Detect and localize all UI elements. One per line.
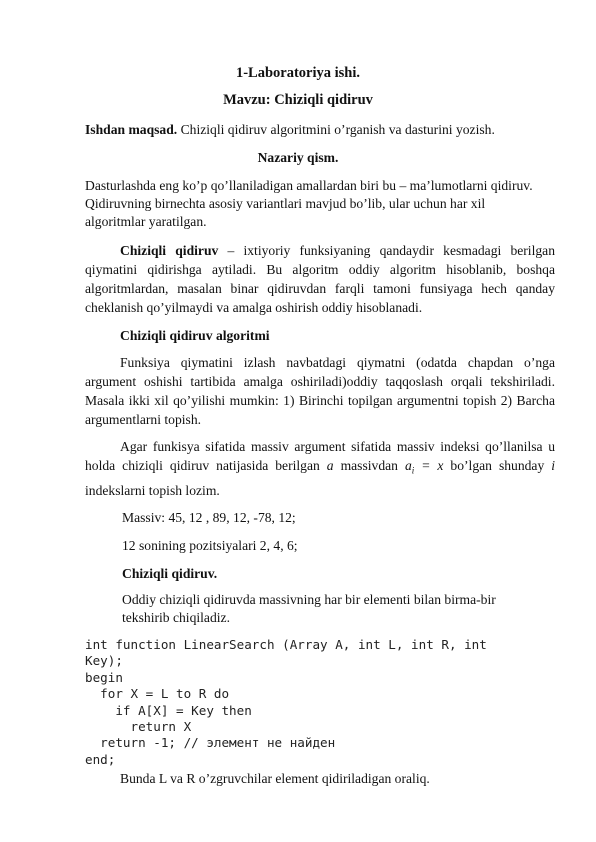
aim-line <box>85 121 495 138</box>
aim-text: Chiziqli qidiruv algoritmini o’rganish va dasturini yozish. <box>177 122 495 137</box>
code-line: return -1; // элемент не найден <box>85 735 336 751</box>
paragraph-algorithm: Funksiya qiymatini izlash navbatdagi qiymatni (odatda chapdan o’nga argument oshishi tartibida amalga oshiriladi)oddiy taqqoslash orqali tekshiriladi. Masala ikki xil qo’yilishi mumkin: 1) Birinchi topilgan argumentni topish 2) Barcha argumentlarni topish. <box>85 355 555 427</box>
definition-term: Chiziqli qidiruv <box>120 243 219 258</box>
paragraph-array-search: Agar funkisya sifatida massiv argument sifatida massiv indeksi qo’llanilsa u holda chiziqli qidiruv natijasida berilgan a massivdan $a_i = x$ bo’lgan shunday i indekslarni topish lozim. <box>85 439 556 498</box>
code-line: begin <box>85 669 123 685</box>
code-line: int function LinearSearch (Array A, int L, int R, int <box>85 637 487 652</box>
code-line: return X <box>85 719 192 735</box>
code-block <box>85 637 487 768</box>
math-var-a: a <box>326 458 334 473</box>
algorithm-heading: Chiziqli qidiruv algoritmi <box>120 328 270 343</box>
intro-line-3: algoritmlar yaratilgan. <box>85 214 207 229</box>
aim-label: Ishdan maqsad. <box>85 122 178 137</box>
intro-line-2: Qidiruvning birnechta asosiy variantlari mavjud bo’lib, ular uchun har xil <box>85 196 486 211</box>
positions-example: 12 sonining pozitsiyalari 2, 4, 6; <box>122 538 298 553</box>
lab-title: 1-Laboratoriya ishi. <box>235 65 361 81</box>
search-heading: Chiziqli qidiruv. <box>122 566 218 581</box>
footer-note: Bunda L va R o’zgruvchilar element qidiriladigan oraliq. <box>120 771 430 786</box>
paragraph-definition <box>85 241 555 317</box>
math-formula: $a_i = x$ <box>404 458 444 476</box>
search-description-1: Oddiy chiziqli qidiruvda massivning har bir elementi bilan birma-bir <box>122 592 496 607</box>
code-line: Key); <box>85 653 123 669</box>
math-var-i: i <box>551 458 556 473</box>
code-line: end; <box>85 751 116 767</box>
topic-heading: Mavzu: Chiziqli qidiruv <box>223 92 373 108</box>
code-line: for X = L to R do <box>85 686 230 702</box>
search-description-2: tekshirib chiqiladiz. <box>122 610 230 625</box>
array-example: Massiv: 45, 12 , 89, 12, -78, 12; <box>122 510 296 525</box>
code-line: if A[X] = Key then <box>85 702 252 718</box>
intro-line-1: Dasturlashda eng ko’p qo’llaniladigan amallardan biri bu – ma’lumotlarni qidiruv. <box>85 178 533 193</box>
definition-text: – ixtiyoriy funksiyaning qandaydir kesmadagi berilgan qiymatini qidirishga aytiladi. Bu algoritm oddiy algoritm hisoblanib, boshqa algoritmlardan, masalan binar qidiruvdan farqli tamoni funsiyaga hech qanday cheklanish qo’yilmaydi va amalga oshirish oddiy hisoblanadi. <box>85 243 555 315</box>
theory-heading: Nazariy qism. <box>257 150 339 165</box>
